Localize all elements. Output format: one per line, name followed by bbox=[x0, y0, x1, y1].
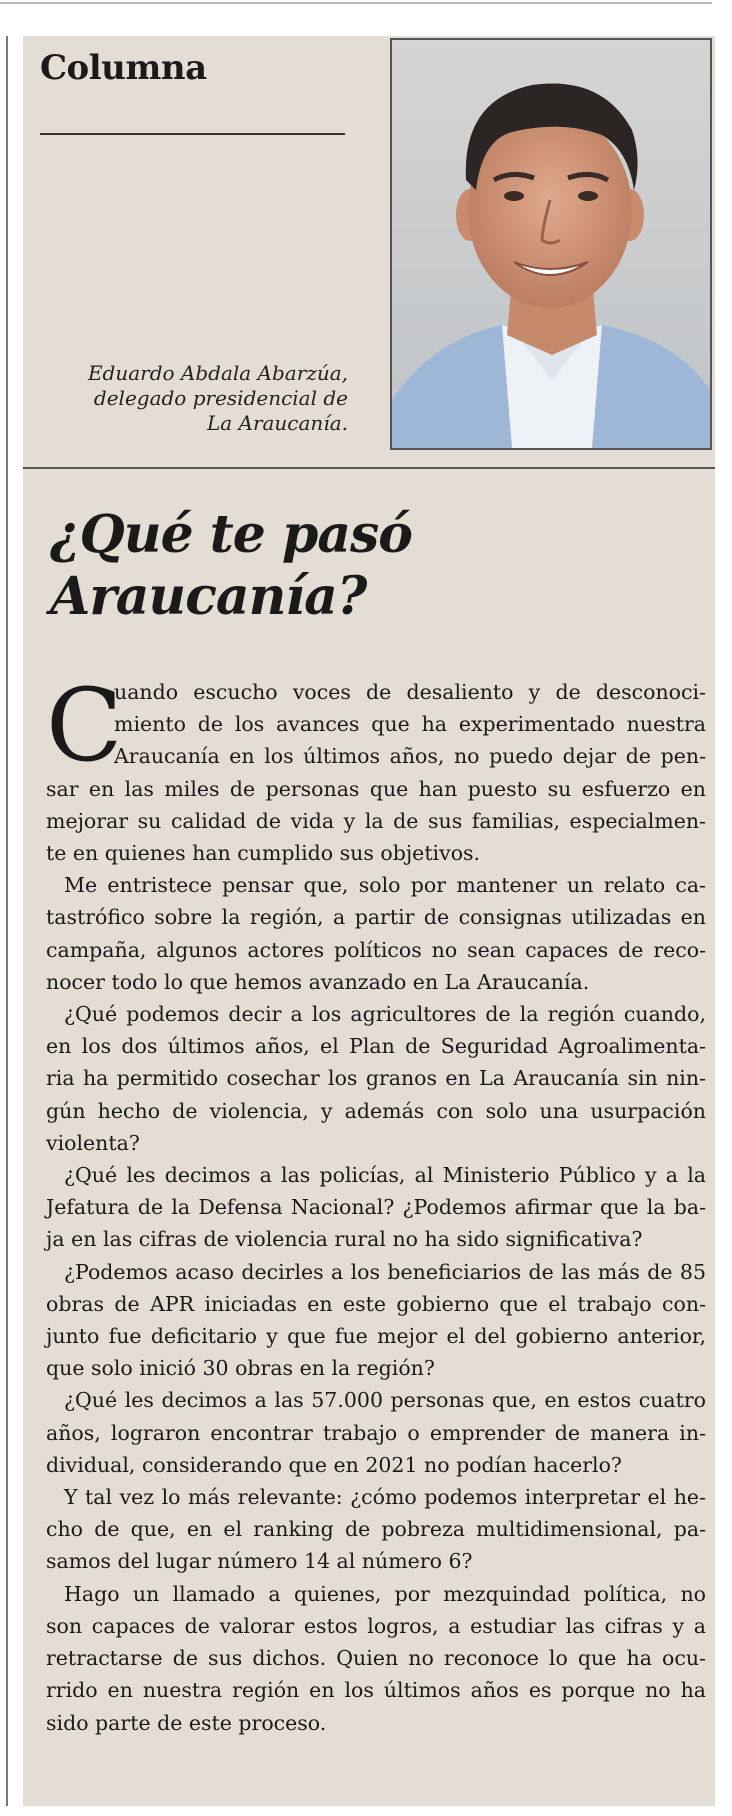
article-body bbox=[46, 667, 706, 1739]
top-rule bbox=[0, 2, 712, 4]
caption-line: delegado presidencial de bbox=[93, 386, 348, 410]
body-line: tastrófico sobre la región, a partir de consignas utilizadas en bbox=[46, 905, 706, 930]
body-line: ria ha permitido cosechar los granos en La Araucanía sin nin- bbox=[46, 1066, 706, 1091]
body-line: sar en las miles de personas que han puesto su esfuerzo en bbox=[46, 776, 706, 801]
author-portrait-icon bbox=[392, 40, 710, 448]
body-line: Y tal vez lo más relevante: ¿cómo podemos interpretar el he- bbox=[64, 1485, 706, 1510]
body-line: Hago un llamado a quienes, por mezquindad política, no bbox=[64, 1581, 706, 1606]
left-rule bbox=[6, 36, 8, 1806]
body-line: ¿Podemos acaso decirles a los beneficiarios de las más de 85 bbox=[64, 1259, 706, 1284]
body-line: campaña, algunos actores políticos no sean capaces de reco- bbox=[46, 937, 706, 962]
caption-line: La Araucanía. bbox=[206, 411, 348, 435]
body-line: nocer todo lo que hemos avanzado en La Araucanía. bbox=[46, 969, 590, 994]
section-label: Columna bbox=[40, 48, 207, 88]
headline-line: Araucanía? bbox=[50, 566, 367, 627]
body-line: sido parte de este proceso. bbox=[46, 1710, 327, 1735]
body-line: rrido en nuestra región en los últimos años es porque no ha bbox=[46, 1678, 706, 1703]
body-line: Jefatura de la Defensa Nacional? ¿Podemos afirmar que la ba- bbox=[46, 1195, 706, 1220]
body-line: violenta? bbox=[46, 1130, 140, 1155]
author-photo bbox=[390, 38, 712, 450]
body-line: que solo inició 30 obras en la región? bbox=[46, 1356, 435, 1381]
body-line: Me entristece pensar que, solo por mantener un relato ca- bbox=[64, 873, 706, 898]
body-line: ¿Qué les decimos a las policías, al Ministerio Público y a la bbox=[64, 1163, 706, 1188]
body-line: uando escucho voces de desaliento y de desconoci- bbox=[114, 680, 706, 704]
body-line: cho de que, en el ranking de pobreza multidimensional, pa- bbox=[46, 1517, 706, 1542]
body-line: junto fue deficitario y que fue mejor el del gobierno anterior, bbox=[46, 1324, 706, 1349]
caption-line: Eduardo Abdala Abarzúa, bbox=[87, 361, 348, 385]
body-line: retractarse de sus dichos. Quien no reconoce lo que ha ocu- bbox=[46, 1646, 706, 1671]
body-line: Araucanía en los últimos años, no puedo dejar de pen- bbox=[114, 744, 706, 769]
section-label-rule bbox=[40, 133, 345, 135]
body-line: ja en las cifras de violencia rural no ha sido significativa? bbox=[46, 1227, 643, 1252]
body-line: dividual, considerando que en 2021 no podían hacerlo? bbox=[46, 1452, 622, 1477]
body-line: años, lograron encontrar trabajo o emprender de manera in- bbox=[46, 1420, 706, 1445]
body-line: son capaces de valorar estos logros, a estudiar las cifras y a bbox=[46, 1613, 706, 1638]
body-line: obras de APR iniciadas en este gobierno que el trabajo con- bbox=[46, 1291, 706, 1316]
body-line: mejorar su calidad de vida y la de sus familias, especialmen- bbox=[46, 808, 706, 833]
body-line: ¿Qué podemos decir a los agricultores de la región cuando, bbox=[64, 1002, 706, 1027]
body-line: miento de los avances que ha experimentado nuestra bbox=[114, 712, 706, 737]
body-line: gún hecho de violencia, y además con solo una usurpación bbox=[46, 1098, 706, 1123]
drop-cap: C bbox=[46, 667, 123, 784]
body-line: te en quienes han cumplido sus objetivos. bbox=[46, 841, 481, 866]
body-line: en los dos últimos años, el Plan de Seguridad Agroalimenta- bbox=[46, 1034, 706, 1059]
header-separator bbox=[23, 467, 715, 469]
author-caption bbox=[40, 361, 348, 436]
article-headline bbox=[50, 504, 690, 628]
headline-line: ¿Qué te pasó bbox=[50, 504, 412, 565]
body-line: samos del lugar número 14 al número 6? bbox=[46, 1549, 473, 1574]
body-line: ¿Qué les decimos a las 57.000 personas que, en estos cuatro bbox=[64, 1388, 706, 1413]
